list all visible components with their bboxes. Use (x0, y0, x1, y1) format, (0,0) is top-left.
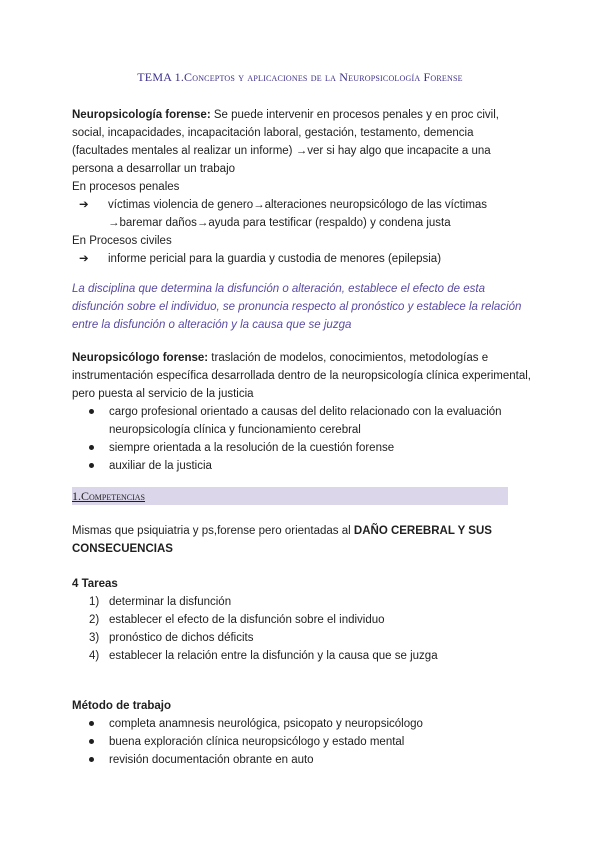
list-item: 4) establecer la relación entre la disfunción y la causa que se juzga (89, 650, 438, 662)
list-item: buena exploración clínica neuropsicólogo y estado mental (72, 733, 532, 751)
bullet-icon (89, 757, 94, 762)
intro-text: Se puede intervenir en procesos penales y en proc civil, social, incapacidades, incapacitación laboral, gestación, testamento, demencia (facultades mentales al realizar un informe) →ver si hay algo que incapacite a una persona a desarrollar un trabajo (72, 109, 499, 175)
neuropsicologo-list (72, 403, 532, 475)
neuropsicologo-term: Neuropsicólogo forense: (72, 352, 209, 364)
list-item: ➔ informe pericial para la guardia y custodia de menores (epilepsia) (72, 250, 532, 268)
intro-paragraph (72, 106, 532, 178)
penales-heading: En procesos penales (72, 181, 180, 193)
tareas-section (72, 575, 532, 665)
list-item: cargo profesional orientado a causas del delito relacionado con la evaluación neuropsicología clínica y funcionamiento cerebral (72, 403, 532, 439)
list-item: 2) establecer el efecto de la disfunción sobre el individuo (89, 614, 385, 626)
intro-section (72, 106, 532, 268)
list-item: 1) determinar la disfunción (89, 596, 232, 608)
neuropsicologo-text: traslación de modelos, conocimientos, metodologías e instrumentación específica desarrollada dentro de la neuropsicología clínica experimental, pero puesta al servicio de la justicia (72, 352, 531, 400)
list-item: ➔ víctimas violencia de genero→alteraciones neuropsicólogo de las víctimas (72, 196, 532, 214)
tareas-heading: 4 Tareas (72, 578, 118, 590)
penales-list (72, 196, 532, 232)
bullet-icon (89, 721, 94, 726)
arrow-icon: ➔ (79, 253, 89, 265)
list-item: completa anamnesis neurológica, psicopato y neuropsicólogo (72, 715, 532, 733)
neuropsicologo-paragraph (72, 349, 532, 403)
metodo-section (72, 697, 532, 769)
arrow-icon: ➔ (79, 199, 89, 211)
civiles-list (72, 250, 532, 268)
bullet-icon (89, 739, 94, 744)
civiles-heading: En Procesos civiles (72, 235, 172, 247)
bullet-icon (89, 445, 94, 450)
list-item: revisión documentación obrante en auto (72, 751, 532, 769)
intro-term: Neuropsicología forense: (72, 109, 211, 121)
list-item: 3) pronóstico de dichos déficits (89, 632, 254, 644)
list-item: auxiliar de la justicia (72, 457, 532, 475)
metodo-list (72, 715, 532, 769)
section-heading: 1.Competencias (72, 489, 146, 503)
bullet-icon (89, 409, 94, 414)
metodo-heading: Método de trabajo (72, 700, 172, 712)
definition-quote: La disciplina que determina la disfunción o alteración, establece el efecto de esta disfunción sobre el individuo, se pronuncia respecto al pronóstico y establece la relación entre la disfunción o alteración y la causa que se juzga (72, 283, 522, 331)
tareas-list (72, 593, 532, 665)
page-title: TEMA 1.Conceptos y aplicaciones de la Neuropsicología Forense (137, 70, 463, 84)
section-header (72, 487, 508, 505)
competencias-paragraph: Mismas que psiquiatria y ps,forense pero orientadas al DAÑO CEREBRAL Y SUS CONSECUENCIAS (72, 525, 492, 555)
neuropsicologo-section (72, 349, 532, 475)
list-item: siempre orientada a la resolución de la cuestión forense (72, 439, 532, 457)
bullet-icon (89, 463, 94, 468)
list-item: →baremar daños→ayuda para testificar (respaldo) y condena justa (108, 217, 451, 229)
